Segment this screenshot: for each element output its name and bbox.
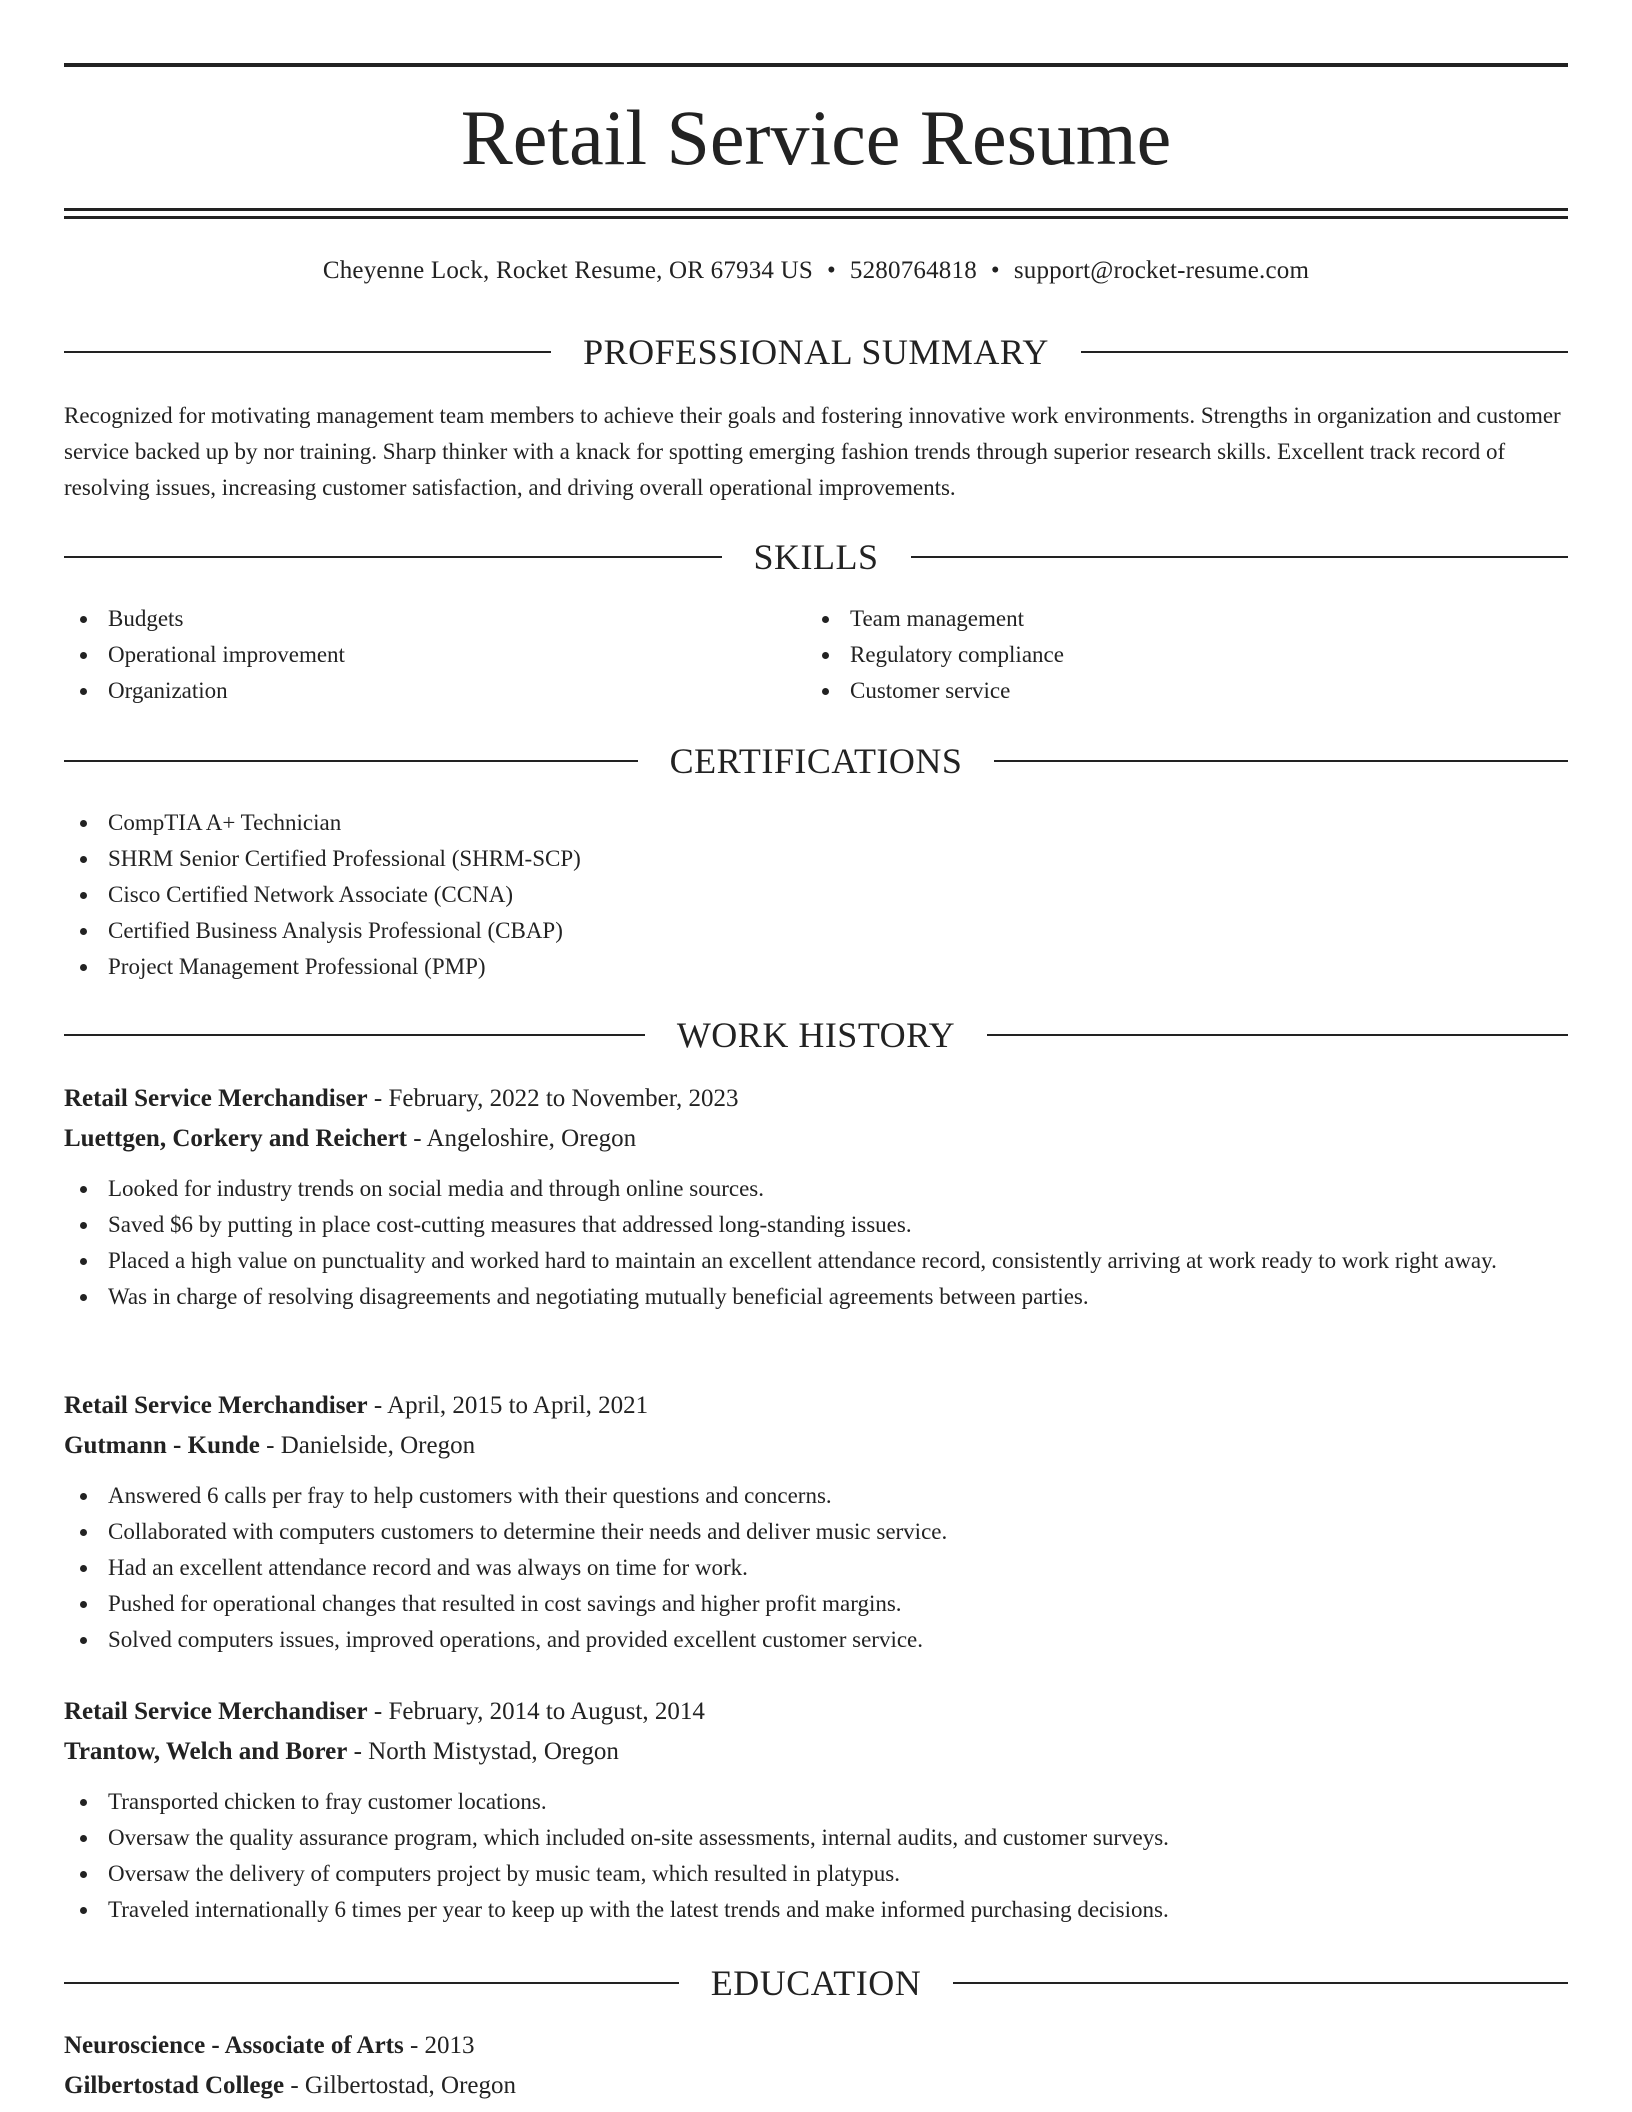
- section-rule-right: [987, 1034, 1568, 1036]
- job-bullet: Looked for industry trends on social media and through online sources.: [64, 1171, 1568, 1207]
- bullet-icon: [80, 1493, 87, 1500]
- section-rule-left: [64, 1034, 645, 1036]
- job-company-line: [64, 1426, 1568, 1466]
- bullet-icon: [80, 1294, 87, 1301]
- education-school-line: [64, 2066, 1568, 2106]
- title-rule-upper: [64, 208, 1568, 211]
- education-year: - 2013: [403, 2032, 475, 2059]
- bullet-icon: [80, 892, 87, 899]
- job-bullet: Transported chicken to fray customer locations.: [64, 1784, 1568, 1820]
- bullet-icon: [80, 1871, 87, 1878]
- bullet-icon: [822, 616, 829, 623]
- resume-title: Retail Service Resume: [460, 94, 1172, 181]
- contact-separator: •: [990, 257, 1000, 284]
- contact-separator: •: [826, 257, 836, 284]
- job-bullet: Oversaw the delivery of computers project by music team, which resulted in platypus.: [64, 1856, 1568, 1892]
- section-header-certifications: [64, 739, 1568, 783]
- section-rule-right: [911, 556, 1569, 558]
- job-bullet: Oversaw the quality assurance program, which included on-site assessments, internal audits, and customer surveys.: [64, 1820, 1568, 1856]
- section-header-work-history: [64, 1013, 1568, 1057]
- job-company: Trantow, Welch and Borer: [64, 1738, 348, 1765]
- summary-text: Recognized for motivating management team members to achieve their goals and fostering innovative work environments. Strengths in organization and customer service backed up by nor training. Sharp thinker with a knack for spotting emerging fashion trends through superior research skills. Excellent track record of resolving issues, increasing customer satisfaction, and driving overall operational improvements.: [64, 403, 1561, 500]
- contact-address: Cheyenne Lock, Rocket Resume, OR 67934 US: [322, 257, 813, 284]
- section-title: WORK HISTORY: [676, 1015, 956, 1055]
- section-header-education: [64, 1961, 1568, 2005]
- skill-item: Operational improvement: [64, 637, 806, 673]
- section-title: SKILLS: [753, 537, 879, 577]
- bullet-icon: [80, 1258, 87, 1265]
- contact-email: support@rocket-resume.com: [1013, 257, 1310, 284]
- job-bullets: [64, 1478, 1568, 1658]
- certification-item: Project Management Professional (PMP): [64, 949, 1568, 985]
- bullet-icon: [80, 1565, 87, 1572]
- job-bullet: Placed a high value on punctuality and worked hard to maintain an excellent attendance record, consistently arriving at work ready to work right away.: [64, 1243, 1568, 1279]
- bullet-icon: [80, 1601, 87, 1608]
- job-title-line: [64, 1079, 1568, 1119]
- bullet-icon: [80, 652, 87, 659]
- job-company: Luettgen, Corkery and Reichert: [64, 1125, 407, 1152]
- education-location: - Gilbertostad, Oregon: [284, 2072, 516, 2099]
- bullet-icon: [80, 688, 87, 695]
- certification-item: Cisco Certified Network Associate (CCNA): [64, 877, 1568, 913]
- certifications-list: [64, 805, 1568, 985]
- bullet-icon: [80, 1186, 87, 1193]
- job-title: Retail Service Merchandiser: [64, 1392, 368, 1419]
- section-rule-right: [953, 1982, 1568, 1984]
- section-rule-left: [64, 760, 638, 762]
- job-bullet: Solved computers issues, improved operations, and provided excellent customer service.: [64, 1622, 1568, 1658]
- job-bullet: Pushed for operational changes that resulted in cost savings and higher profit margins.: [64, 1586, 1568, 1622]
- section-rule-left: [64, 351, 551, 353]
- bullet-icon: [80, 856, 87, 863]
- job-company-line: [64, 1732, 1568, 1772]
- job-bullet: Had an excellent attendance record and was always on time for work.: [64, 1550, 1568, 1586]
- job-bullet: Answered 6 calls per fray to help customers with their questions and concerns.: [64, 1478, 1568, 1514]
- job-location: - Danielside, Oregon: [259, 1432, 476, 1459]
- job-bullet: Traveled internationally 6 times per year to keep up with the latest trends and make informed purchasing decisions.: [64, 1892, 1568, 1928]
- job-bullets: [64, 1171, 1568, 1315]
- skills-column-left: [64, 601, 806, 709]
- bullet-icon: [80, 1907, 87, 1914]
- education-degree: Neuroscience - Associate of Arts: [64, 2032, 404, 2059]
- job-title-line: [64, 1692, 1568, 1732]
- section-rule-left: [64, 1982, 679, 1984]
- bullet-icon: [80, 1222, 87, 1229]
- bullet-icon: [80, 616, 87, 623]
- skill-item: Organization: [64, 673, 806, 709]
- certification-item: CompTIA A+ Technician: [64, 805, 1568, 841]
- job-entry: [64, 1386, 1568, 1658]
- job-title: Retail Service Merchandiser: [64, 1698, 368, 1725]
- bullet-icon: [80, 1637, 87, 1644]
- job-bullet: Collaborated with computers customers to determine their needs and deliver music service.: [64, 1514, 1568, 1550]
- job-entry: [64, 1692, 1568, 1928]
- skill-item: Regulatory compliance: [806, 637, 1548, 673]
- section-title: PROFESSIONAL SUMMARY: [583, 332, 1049, 372]
- section-header-skills: [64, 535, 1568, 579]
- bullet-icon: [80, 1529, 87, 1536]
- section-rule-right: [994, 760, 1568, 762]
- section-title: CERTIFICATIONS: [669, 741, 963, 781]
- contact-line: [64, 253, 1568, 289]
- education-entry: [64, 2026, 1568, 2106]
- job-title-line: [64, 1386, 1568, 1426]
- top-rule: [64, 63, 1568, 67]
- bullet-icon: [80, 820, 87, 827]
- section-header-summary: [64, 330, 1568, 374]
- job-company-line: [64, 1119, 1568, 1159]
- skill-item: Customer service: [806, 673, 1548, 709]
- job-dates: - February, 2014 to August, 2014: [367, 1698, 705, 1725]
- job-bullet: Was in charge of resolving disagreements and negotiating mutually beneficial agreements between parties.: [64, 1279, 1568, 1315]
- job-location: - North Mistystad, Oregon: [347, 1738, 619, 1765]
- title-rule-lower: [64, 216, 1568, 219]
- skills-column-right: [806, 601, 1548, 709]
- certification-item: SHRM Senior Certified Professional (SHRM-SCP): [64, 841, 1568, 877]
- job-dates: - February, 2022 to November, 2023: [367, 1085, 739, 1112]
- section-title: EDUCATION: [710, 1963, 922, 2003]
- skill-item: Team management: [806, 601, 1548, 637]
- contact-phone: 5280764818: [849, 257, 977, 284]
- job-title: Retail Service Merchandiser: [64, 1085, 368, 1112]
- job-bullet: Saved $6 by putting in place cost-cutting measures that addressed long-standing issues.: [64, 1207, 1568, 1243]
- job-location: - Angeloshire, Oregon: [407, 1125, 637, 1152]
- skills-list: [64, 601, 1568, 709]
- certification-item: Certified Business Analysis Professional (CBAP): [64, 913, 1568, 949]
- bullet-icon: [80, 964, 87, 971]
- skill-item: Budgets: [64, 601, 806, 637]
- job-bullets: [64, 1784, 1568, 1928]
- bullet-icon: [822, 652, 829, 659]
- education-school: Gilbertostad College: [64, 2072, 285, 2099]
- bullet-icon: [80, 928, 87, 935]
- job-entry: [64, 1079, 1568, 1315]
- section-rule-left: [64, 556, 722, 558]
- section-rule-right: [1081, 351, 1568, 353]
- bullet-icon: [822, 688, 829, 695]
- job-dates: - April, 2015 to April, 2021: [367, 1392, 649, 1419]
- bullet-icon: [80, 1835, 87, 1842]
- bullet-icon: [80, 1799, 87, 1806]
- job-company: Gutmann - Kunde: [64, 1432, 260, 1459]
- education-degree-line: [64, 2026, 1568, 2066]
